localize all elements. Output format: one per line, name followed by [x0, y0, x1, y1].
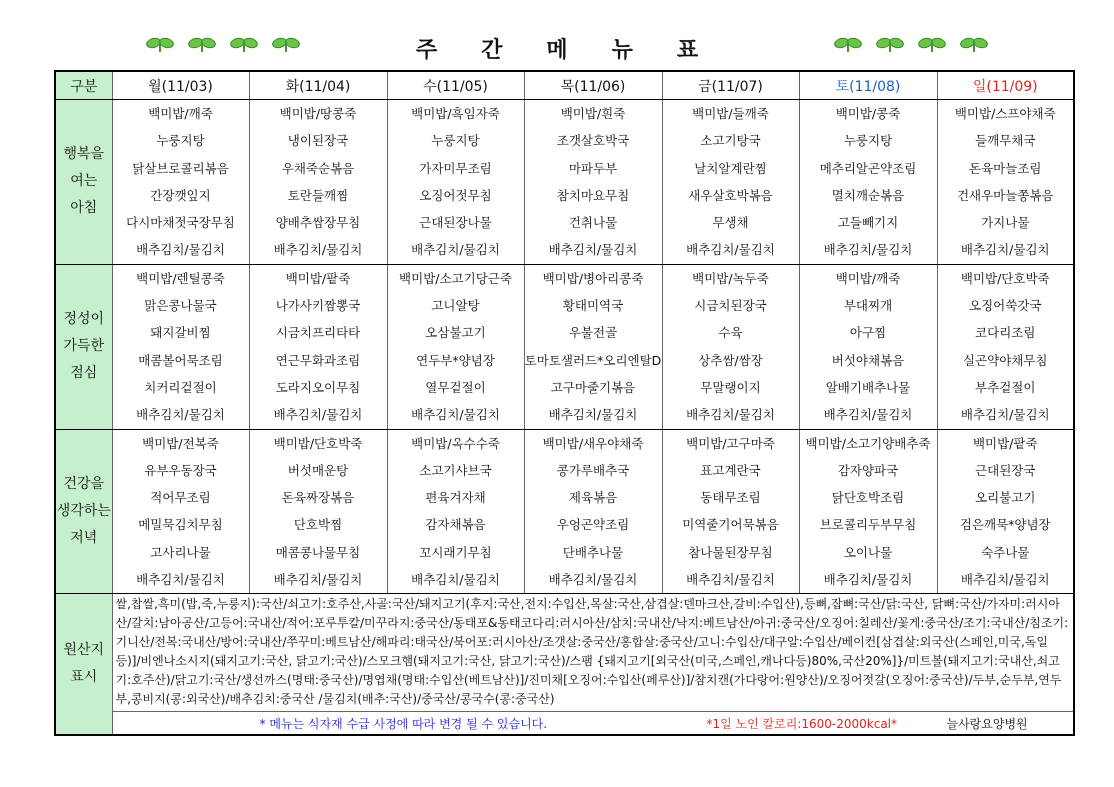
menu-item: 배추김치/물김치: [960, 572, 1050, 588]
menu-item: 백미밥/흑임자죽: [411, 106, 500, 121]
menu-item: 매콤콩나물무침: [275, 544, 361, 560]
day-header: 금(11/07): [662, 71, 799, 100]
day-header-sunday: 일(11/09): [937, 71, 1074, 100]
meal-category: [55, 264, 112, 429]
meal-day-cell: [524, 264, 662, 429]
menu-item: 건새우마늘쫑볶음: [956, 187, 1054, 203]
menu-item: 고구마줄기볶음: [550, 379, 636, 395]
menu-item: 누룽지탕: [843, 133, 893, 149]
menu-item: 도라지오이무침: [275, 379, 361, 395]
meal-day-cell: [249, 264, 387, 429]
menu-item: 백미밥/깨죽: [148, 106, 213, 121]
menu-item: 백미밥/새우야채죽: [542, 435, 644, 451]
menu-item: 토마토샐러드*오리엔탈D: [524, 352, 662, 368]
menu-item: 코다리조림: [975, 325, 1036, 341]
meal-day-cell: [662, 429, 799, 594]
menu-item: 적어무조림: [150, 490, 211, 506]
menu-item: 배추김치/물김치: [686, 407, 775, 423]
menu-item: 간장깻잎지: [150, 187, 211, 203]
menu-item: 브로콜리두부무침: [819, 517, 917, 533]
menu-item: 백미밥/옥수수죽: [411, 435, 500, 451]
menu-item: 백미밥/소고기양배추죽: [805, 435, 931, 451]
menu-item: 치커리겉절이: [144, 379, 217, 395]
menu-item: 고니알탕: [431, 298, 480, 314]
page-title: [0, 33, 1114, 64]
menu-item: 미역줄기어묵볶음: [682, 517, 779, 533]
meal-row: [55, 429, 1074, 594]
menu-item: 배추김치/물김치: [823, 407, 913, 423]
menu-item: 근대된장국: [975, 462, 1036, 478]
menu-item: 백미밥/땅콩죽: [279, 106, 357, 121]
menu-item: 배추김치/물김치: [548, 407, 638, 423]
menu-item: 버섯야채볶음: [831, 352, 905, 368]
meal-category-line: 행복을: [63, 146, 105, 163]
day-header: 목(11/06): [524, 71, 662, 100]
origin-text: 쌀,찹쌀,흑미(밥,죽,누룽지):국산/쇠고기:호주산,사골:국산/돼지고기(후지:국산,전지:수입산,목살:국산,삼겹살:덴마크산,갈비:수입산),등뼈,잡뼈:국산/닭:국산, 닭뼈:국산/가자미:러시아산/갈치:남아공산/고등어:국내산/적어:포루투칼/미꾸라지:중국산/동태포&동태코다리:러시아산/삼치:국내산/낙지:베트남산/아귀:중국산/오징어:칠레산/꽃게:중국산/조기:국내산/침조기:기니산/전복:국내산/방어:국내산/쭈꾸미:베트남산/해파리:태국산/북어포:러시아산/조갯살:중국산/홍합살:중국산/고니:수입산/대구알:수입산/베이컨[삼겹살:외국산(스페인,미국,독일 등)]/비엔나소시지(돼지고기:국산, 닭고기:국산)/스모크햄(돼지고기:국산, 닭고기:국산)/스팸 {돼지고기[외국산(미국,스페인,캐나다등)80%,국산20%]}/미트볼(돼지고기:국내산,쇠고기:호주산)/닭고기:국산/생선까스(명태:중국산)/명엽채(명태:수입산(베트남산)]/진미채[오징어:수입산(페루산)]/참치캔(가다랑어:원양산)/오징어젓갈(오징어:중국산)/두부,순두부,연두부,콩비지(콩:외국산)/배추김치:중국산 /물김치(배추:국산)/중국산/콩국수(콩:중국산): [112, 594, 1074, 712]
menu-item: 배추김치/물김치: [411, 407, 500, 423]
menu-item: 백미밥/팥죽: [972, 435, 1038, 451]
menu-item: 양배추쌈장무침: [275, 215, 361, 231]
menu-item: 무생채: [712, 215, 749, 231]
weekly-menu-table: [54, 70, 1075, 736]
menu-item: 백미밥/병아리콩죽: [542, 270, 644, 286]
meal-category-line: 가득한: [63, 338, 105, 355]
meal-day-cell: [799, 264, 937, 429]
menu-item: 오징어젓무침: [419, 187, 492, 203]
menu-item: 백미밥/단호박죽: [960, 270, 1050, 286]
menu-item: 배추김치/물김치: [686, 572, 775, 588]
menu-item: 우엉곤약조림: [556, 517, 630, 533]
title-char: 간: [481, 38, 503, 63]
menu-item: 닭단호박조림: [831, 490, 905, 506]
menu-item: 숙주나물: [981, 544, 1030, 560]
meal-day-cell: [799, 429, 937, 594]
header-row: [55, 71, 1074, 100]
menu-item: 나가사키짬뽕국: [275, 298, 361, 314]
meal-day-cell: [249, 429, 387, 594]
menu-item: 메추리알곤약조림: [819, 160, 917, 176]
menu-item: 검은깨묵*양념장: [959, 517, 1051, 533]
menu-item: 배추김치/물김치: [548, 242, 638, 258]
menu-item: 무말랭이지: [700, 379, 761, 395]
menu-item: 시금치된장국: [694, 298, 767, 314]
menu-item: 아구찜: [849, 325, 887, 341]
meal-day-cell: [662, 264, 799, 429]
menu-item: 배추김치/물김치: [411, 572, 500, 588]
menu-item: 동태무조림: [700, 490, 761, 506]
menu-item: 매콤볼어묵조림: [138, 352, 223, 368]
meal-category-line: 정성이: [63, 311, 105, 328]
footer-row: [55, 712, 1074, 736]
meal-day-cell: [249, 100, 387, 265]
menu-item: 배추김치/물김치: [136, 407, 225, 423]
hospital-name: 늘사랑요양병원: [946, 717, 1028, 732]
menu-item: 단배추나물: [562, 544, 624, 560]
meal-row: [55, 264, 1074, 429]
meal-day-cell: [112, 429, 249, 594]
menu-item: 돈육마늘조림: [969, 160, 1042, 176]
menu-item: 상추쌈/쌈장: [698, 352, 763, 368]
menu-item: 연두부*양념장: [416, 352, 495, 368]
meal-day-cell: [799, 100, 937, 265]
menu-item: 참나물된장무침: [688, 544, 773, 560]
menu-item: 백미밥/렌틸콩죽: [136, 270, 225, 286]
menu-item: 백미밥/들깨죽: [692, 106, 769, 121]
menu-item: 부대찌개: [843, 298, 893, 314]
meal-day-cell: [112, 264, 249, 429]
menu-item: 부추겉절이: [975, 379, 1036, 395]
menu-item: 백미밥/콩죽: [835, 106, 901, 121]
day-header: 수(11/05): [387, 71, 524, 100]
origin-label-line: 원산지: [63, 642, 105, 659]
menu-item: 알배기배추나물: [825, 379, 911, 395]
menu-item: 새우살호박볶음: [688, 187, 773, 203]
menu-item: 배추김치/물김치: [823, 242, 913, 258]
footer-cell: [112, 712, 1074, 736]
menu-item: 배추김치/물김치: [136, 242, 225, 258]
menu-item: 열무겉절이: [425, 379, 486, 395]
menu-item: 들깨무채국: [975, 133, 1036, 149]
calorie-notice: *1일 노인 칼로리:1600-2000kcal*: [706, 717, 898, 732]
menu-item: 단호박찜: [293, 517, 343, 533]
meal-category-line: 건강을: [63, 475, 105, 492]
meal-category: [55, 100, 112, 265]
menu-item: 고들빼기지: [837, 215, 899, 231]
menu-item: 소고기탕국: [700, 133, 761, 149]
meal-day-cell: [937, 264, 1074, 429]
menu-item: 백미밥/흰죽: [560, 106, 626, 121]
menu-item: 토란들깨찜: [287, 187, 349, 203]
menu-item: 고사리나물: [150, 544, 211, 560]
title-char: 뉴: [611, 38, 633, 63]
meal-category-line: 여는: [70, 173, 98, 190]
origin-label-line: 표시: [70, 669, 98, 686]
meal-category: [55, 429, 112, 594]
menu-item: 배추김치/물김치: [136, 572, 225, 588]
meal-category-line: 아침: [70, 200, 98, 217]
menu-item: 배추김치/물김치: [960, 407, 1050, 423]
menu-item: 배추김치/물김치: [823, 572, 913, 588]
menu-item: 참치마요무침: [556, 187, 630, 203]
menu-item: 배추김치/물김치: [273, 242, 363, 258]
menu-item: 실곤약야채무침: [962, 352, 1048, 368]
menu-item: 소고기샤브국: [419, 462, 492, 478]
menu-item: 닭살브로콜리볶음: [132, 160, 229, 176]
menu-item: 누룽지탕: [431, 133, 480, 149]
menu-item: 제육볶음: [568, 490, 618, 506]
menu-item: 황태미역국: [562, 298, 624, 314]
menu-item: 수육: [718, 325, 743, 341]
menu-item: 오징어쑥갓국: [969, 298, 1042, 314]
meal-day-cell: [524, 100, 662, 265]
menu-item: 조갯살호박국: [556, 133, 630, 149]
menu-item: 감자양파국: [837, 462, 899, 478]
meal-row: [55, 100, 1074, 265]
menu-item: 감자채볶음: [425, 517, 486, 533]
menu-item: 콩가루배추국: [556, 462, 630, 478]
origin-row: [55, 594, 1074, 712]
menu-item: 버섯매운탕: [287, 462, 349, 478]
menu-item: 백미밥/단호박죽: [273, 435, 363, 451]
menu-item: 배추김치/물김치: [273, 407, 363, 423]
menu-item: 백미밥/소고기당근죽: [399, 270, 512, 286]
day-header: 월(11/03): [112, 71, 249, 100]
menu-item: 유부우동장국: [144, 462, 217, 478]
meal-day-cell: [112, 100, 249, 265]
menu-item: 백미밥/깨죽: [835, 270, 901, 286]
menu-item: 근대된장나물: [419, 215, 492, 231]
category-header: 구분: [55, 71, 112, 100]
meal-day-cell: [387, 429, 524, 594]
menu-item: 메밀묵김치무침: [138, 517, 223, 533]
origin-label: [55, 594, 112, 736]
menu-item: 날치알계란찜: [694, 160, 767, 176]
menu-item: 돈육짜장볶음: [281, 490, 355, 506]
menu-item: 가지나물: [981, 215, 1030, 231]
title-char: 표: [676, 38, 699, 63]
meal-day-cell: [387, 264, 524, 429]
title-char: 주: [415, 38, 438, 63]
menu-item: 백미밥/녹두죽: [692, 270, 769, 286]
menu-item: 시금치프리타타: [275, 325, 361, 341]
menu-item: 배추김치/물김치: [411, 242, 500, 258]
menu-item: 표고계란국: [700, 462, 761, 478]
menu-item: 누룽지탕: [156, 133, 205, 149]
meal-category-line: 저녁: [70, 529, 98, 546]
menu-item: 멸치깨순볶음: [831, 187, 905, 203]
menu-item: 오삼불고기: [425, 325, 486, 341]
menu-item: 냉이된장국: [287, 133, 349, 149]
menu-item: 오리불고기: [975, 490, 1036, 506]
menu-item: 배추김치/물김치: [273, 572, 363, 588]
meal-day-cell: [937, 100, 1074, 265]
menu-item: 가자미무조림: [419, 160, 492, 176]
meal-category-line: 생각하는: [56, 502, 111, 519]
menu-item: 배추김치/물김치: [548, 572, 638, 588]
menu-item: 마파두부: [568, 160, 618, 176]
day-header-saturday: 토(11/08): [799, 71, 937, 100]
menu-item: 백미밥/팥죽: [285, 270, 351, 286]
menu-item: 연근무화과조림: [275, 352, 361, 368]
menu-item: 편육겨자채: [425, 490, 486, 506]
menu-item: 다시마채젓국장무침: [126, 215, 235, 231]
menu-item: 배추김치/물김치: [686, 242, 775, 258]
menu-change-notice: * 메뉴는 식자재 수급 사정에 따라 변경 될 수 있습니다.: [259, 717, 548, 732]
menu-item: 건취나물: [568, 215, 618, 231]
menu-item: 백미밥/스프야채죽: [954, 106, 1056, 121]
meal-day-cell: [524, 429, 662, 594]
title-char: 메: [546, 38, 568, 63]
menu-item: 우채죽순볶음: [281, 160, 355, 176]
menu-item: 배추김치/물김치: [960, 242, 1050, 258]
menu-item: 백미밥/전복죽: [142, 435, 219, 451]
day-header: 화(11/04): [249, 71, 387, 100]
menu-item: 꼬시래기무침: [419, 544, 492, 560]
meal-day-cell: [387, 100, 524, 265]
menu-item: 맑은콩나물국: [144, 298, 217, 314]
meal-day-cell: [937, 429, 1074, 594]
menu-item: 돼지갈비찜: [150, 325, 211, 341]
menu-item: 오이나물: [843, 544, 893, 560]
menu-item: 우불전골: [568, 325, 618, 341]
meal-category-line: 점심: [70, 365, 98, 382]
meal-day-cell: [662, 100, 799, 265]
menu-item: 백미밥/고구마죽: [686, 435, 775, 451]
